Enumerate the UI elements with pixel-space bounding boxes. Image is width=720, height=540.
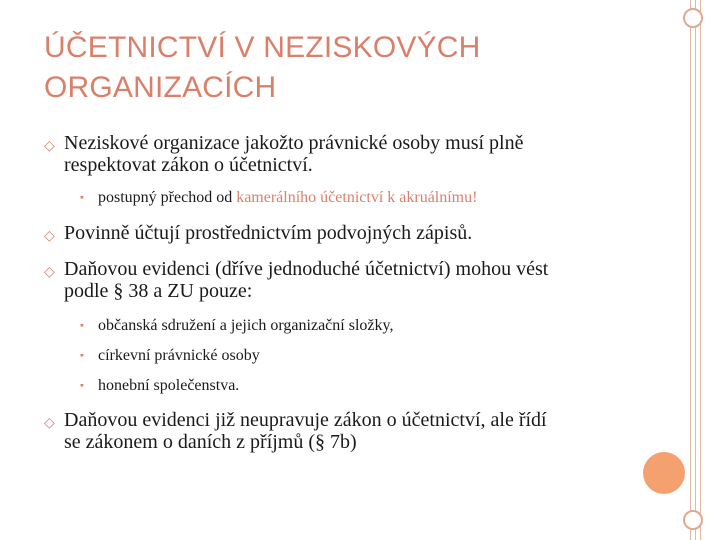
bullet-3-sub-1: občanská sdružení a jejich organizační složky,: [98, 317, 394, 334]
bullet-2-line-1: Povinně účtují prostřednictvím podvojných zápisů.: [64, 222, 473, 244]
bullet-4-text: [64, 409, 664, 453]
page-title: [44, 28, 644, 108]
title-line-2: ORGANIZACÍCH: [44, 71, 277, 104]
diamond-bullet-icon: ◇: [44, 138, 55, 154]
bullet-1-text: [64, 132, 664, 176]
decor-line: [695, 0, 696, 540]
title-line-1: ÚČETNICTVÍ V NEZISKOVÝCH: [44, 31, 481, 64]
square-bullet-icon: ⬝: [80, 377, 84, 393]
bullet-3-line-2: podle § 38 a ZU pouze:: [64, 280, 253, 302]
bullet-2-text: [64, 222, 664, 244]
square-bullet-icon: ⬝: [80, 189, 84, 205]
diamond-bullet-icon: ◇: [44, 415, 55, 431]
decor-circle-bottom: [683, 510, 703, 530]
bullet-3-sub-3: honební společenstva.: [98, 377, 240, 394]
bullet-3-text: [64, 258, 664, 302]
diamond-bullet-icon: ◇: [44, 264, 55, 280]
square-bullet-icon: ⬝: [80, 347, 84, 363]
bullet-4-line-1: Daňovou evidenci již neupravuje zákon o účetnictví, ale řídí: [64, 409, 547, 431]
bullet-1-sub: [98, 189, 658, 207]
decor-circle-large: [643, 452, 685, 494]
bullet-1-line-1: Neziskové organizace jakožto právnické osoby musí plně: [64, 132, 524, 154]
bullet-1-sub-prefix: postupný přechod od: [98, 189, 237, 206]
square-bullet-icon: ⬝: [80, 317, 84, 333]
bullet-1-line-2: respektovat zákon o účetnictví.: [64, 154, 313, 176]
bullet-1-sub-highlight: kamerálního účetnictví k akruálnímu!: [236, 189, 478, 206]
decor-line: [690, 0, 691, 540]
bullet-4-line-2: se zákonem o daních z příjmů (§ 7b): [64, 431, 357, 453]
diamond-bullet-icon: ◇: [44, 228, 55, 244]
decor-circle-top: [683, 8, 703, 28]
bullet-3-sub-2: církevní právnické osoby: [98, 347, 260, 364]
bullet-3-line-1: Daňovou evidenci (dříve jednoduché účetnictví) mohou vést: [64, 258, 549, 280]
decor-line: [700, 0, 701, 540]
